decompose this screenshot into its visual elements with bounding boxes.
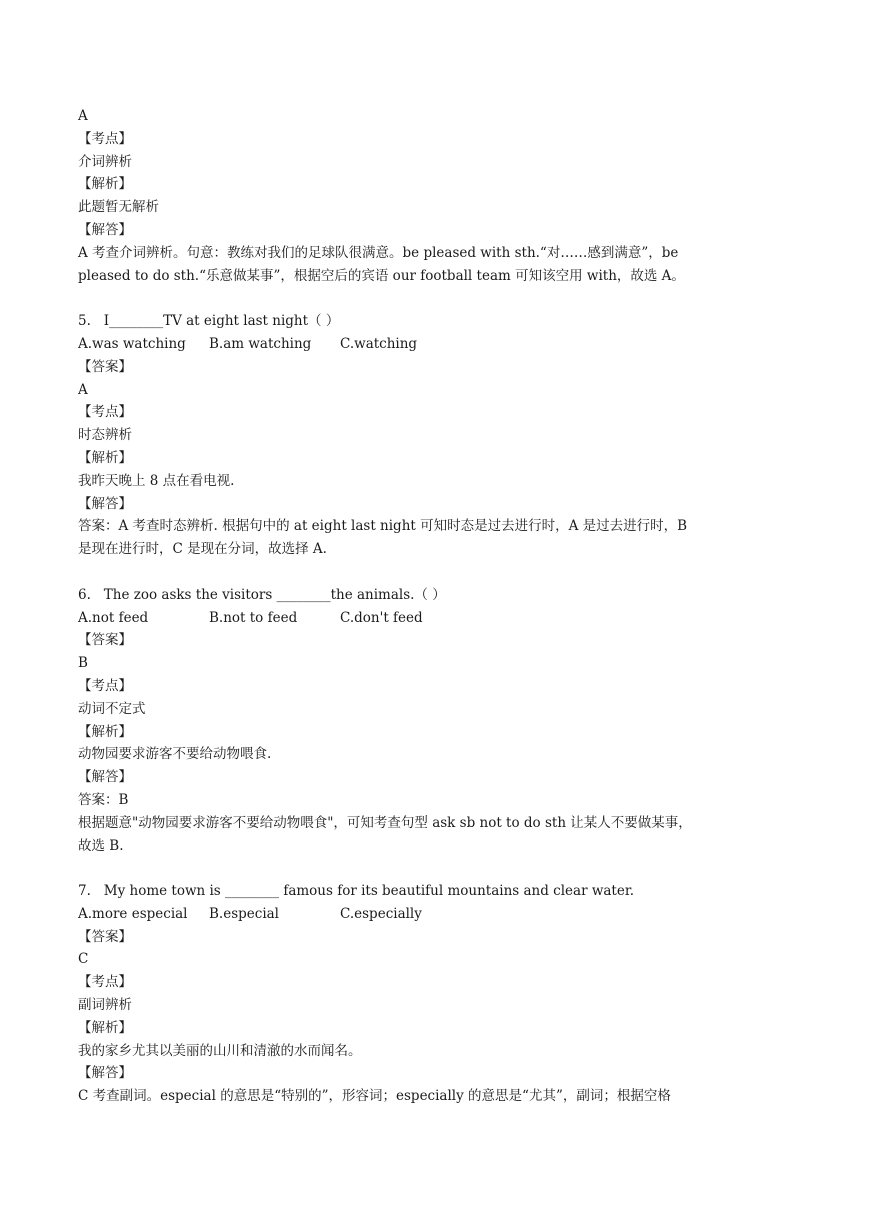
q6-kaodian: 动词不定式 xyxy=(78,700,146,717)
q6-kaodian-label: 【考点】 xyxy=(78,677,132,694)
intro-answer: A xyxy=(78,108,88,124)
q5-jieda-line2: 是现在进行时，C 是现在分词，故选择 A. xyxy=(78,541,327,558)
intro-kaodian-label: 【考点】 xyxy=(78,130,132,147)
q5-question: 5. I________TV at eight last night（ ） xyxy=(78,313,340,330)
q5-jieda-line1: 答案：A 考查时态辨析. 根据句中的 at eight last night 可知时态是过去进行时，A 是过去进行时，B xyxy=(78,518,688,535)
intro-jiexi: 此题暂无解析 xyxy=(78,199,159,216)
q7-question: 7. My home town is ________ famous for its beautiful mountains and clear water. xyxy=(78,883,635,900)
q6-jieda-line3: 故选 B. xyxy=(78,837,124,854)
q6-option-a: A.not feed xyxy=(78,609,149,626)
q5-options xyxy=(78,333,790,356)
q6-option-b: B.not to feed xyxy=(209,609,298,626)
q5-jiexi-label: 【解析】 xyxy=(78,449,132,466)
q6-options xyxy=(78,607,790,630)
q7-kaodian: 副词辨析 xyxy=(78,997,132,1014)
q7-jiexi: 我的家乡尤其以美丽的山川和清澈的水而闻名。 xyxy=(78,1042,362,1059)
q5-option-b: B.am watching xyxy=(209,335,312,352)
q5-kaodian: 时态辨析 xyxy=(78,427,132,444)
q5-jieda-label: 【解答】 xyxy=(78,495,132,512)
q6-jieda-label: 【解答】 xyxy=(78,769,132,786)
q5-kaodian-label: 【考点】 xyxy=(78,404,132,421)
q5-option-a: A.was watching xyxy=(78,335,186,352)
q6-question: 6. The zoo asks the visitors ________the animals.（ ） xyxy=(78,586,446,603)
q7-option-b: B.especial xyxy=(209,905,280,922)
document-page xyxy=(78,105,790,1108)
q5-option-c: C.watching xyxy=(340,335,418,352)
spacer xyxy=(78,857,790,880)
q7-daan-label: 【答案】 xyxy=(78,928,132,945)
q6-jiexi: 动物园要求游客不要给动物喂食. xyxy=(78,746,272,763)
spacer xyxy=(78,561,790,584)
intro-jieda-line2: pleased to do sth.“乐意做某事”，根据空后的宾语 our football team 可知该空用 with，故选 A。 xyxy=(78,267,685,284)
q7-options xyxy=(78,903,790,926)
q7-answer: C xyxy=(78,951,89,968)
q6-daan-label: 【答案】 xyxy=(78,632,132,649)
intro-jieda-line1: A 考查介词辨析。句意：教练对我们的足球队很满意。be pleased with sth.“对……感到满意”，be xyxy=(78,244,679,261)
q7-jieda-line1: C 考查副词。especial 的意思是“特别的”，形容词；especially 的意思是“尤其”，副词；根据空格 xyxy=(78,1088,671,1105)
q6-jieda-line1: 答案：B xyxy=(78,791,129,808)
q7-jieda-label: 【解答】 xyxy=(78,1065,132,1082)
q7-kaodian-label: 【考点】 xyxy=(78,974,132,991)
q6-answer: B xyxy=(78,655,88,672)
q5-daan-label: 【答案】 xyxy=(78,358,132,375)
q5-answer: A xyxy=(78,381,88,398)
intro-jieda-label: 【解答】 xyxy=(78,221,132,238)
q7-jiexi-label: 【解析】 xyxy=(78,1019,132,1036)
q5-jiexi: 我昨天晚上 8 点在看电视. xyxy=(78,472,235,489)
q7-option-c: C.especially xyxy=(340,905,422,922)
q6-jieda-line2: 根据题意"动物园要求游客不要给动物喂食"，可知考查句型 ask sb not to do sth 让某人不要做某事， xyxy=(78,814,692,831)
intro-jiexi-label: 【解析】 xyxy=(78,176,132,193)
q6-option-c: C.don't feed xyxy=(340,609,423,626)
spacer xyxy=(78,287,790,310)
q7-option-a: A.more especial xyxy=(78,905,188,922)
intro-kaodian: 介词辨析 xyxy=(78,153,132,170)
q6-jiexi-label: 【解析】 xyxy=(78,723,132,740)
